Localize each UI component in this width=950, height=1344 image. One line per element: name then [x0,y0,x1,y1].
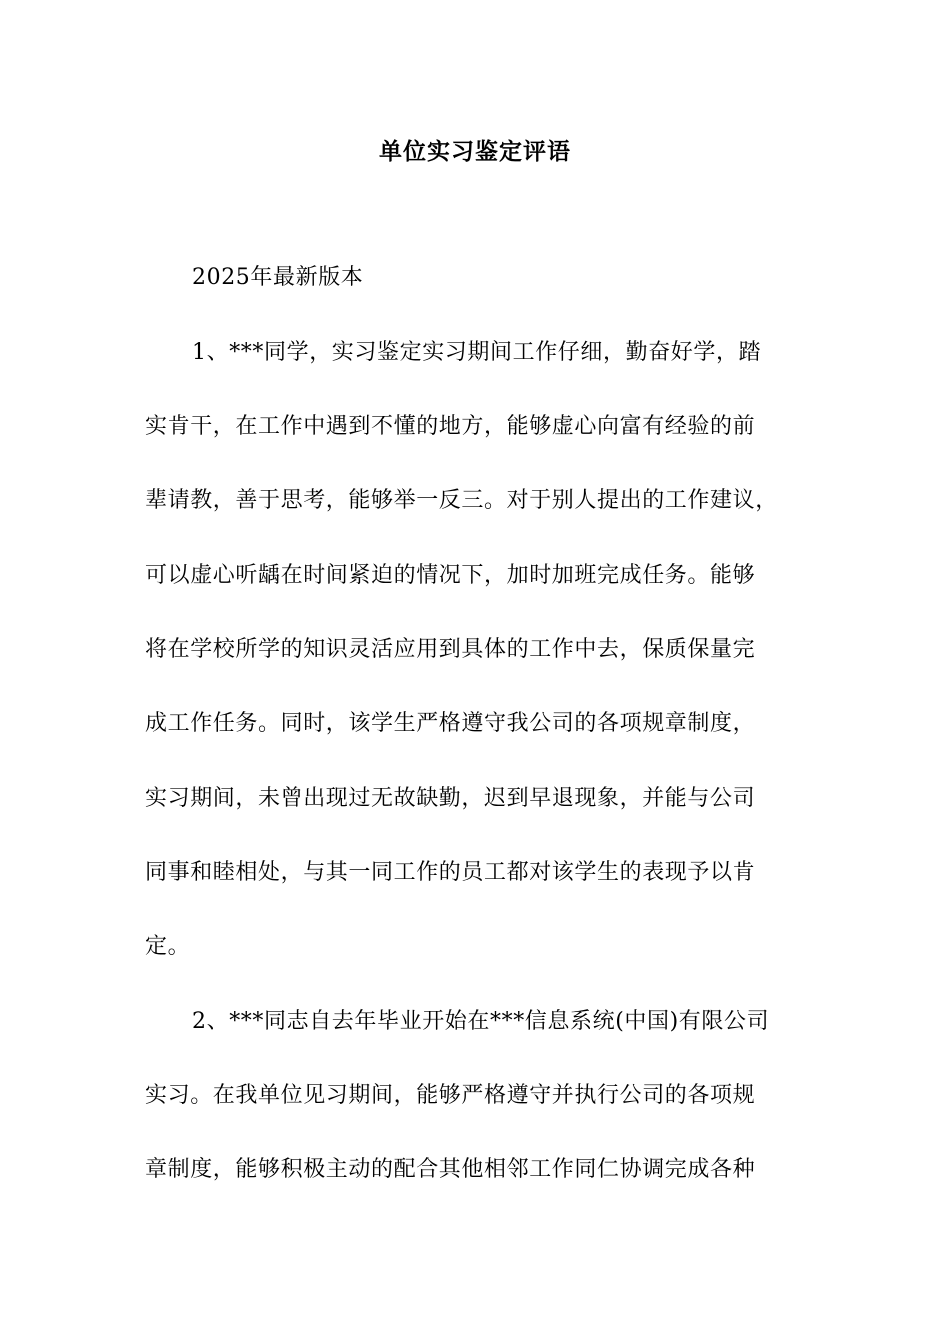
paragraph-2-line-3: 章制度，能够积极主动的配合其他相邻工作同仁协调完成各种 [145,1157,756,1182]
paragraph-1-line-6: 成工作任务。同时，该学生严格遵守我公司的各项规章制度， [145,711,756,736]
paragraph-1-line-9: 定。 [145,934,191,959]
version-line: 2025年最新版本 [192,265,364,290]
paragraph-1-line-5: 将在学校所学的知识灵活应用到具体的工作中去，保质保量完 [145,637,756,662]
paragraph-2-line-1: 2、***同志自去年毕业开始在***信息系统(中国)有限公司 [192,1009,770,1034]
document-title: 单位实习鉴定评语 [379,138,571,165]
paragraph-1-line-7: 实习期间，未曾出现过无故缺勤，迟到早退现象，并能与公司 [145,786,756,811]
paragraph-1-line-4: 可以虚心听龋在时间紧迫的情况下，加时加班完成任务。能够 [145,563,756,588]
paragraph-1-line-3: 辈请教，善于思考，能够举一反三。对于别人提出的工作建议， [145,488,778,513]
paragraph-1-line-8: 同事和睦相处，与其一同工作的员工都对该学生的表现予以肯 [145,860,756,885]
paragraph-1-line-2: 实肯干，在工作中遇到不懂的地方，能够虚心向富有经验的前 [145,414,756,439]
paragraph-1-line-1: 1、***同学，实习鉴定实习期间工作仔细，勤奋好学，踏 [192,340,762,365]
paragraph-2-line-2: 实习。在我单位见习期间，能够严格遵守并执行公司的各项规 [145,1083,756,1108]
